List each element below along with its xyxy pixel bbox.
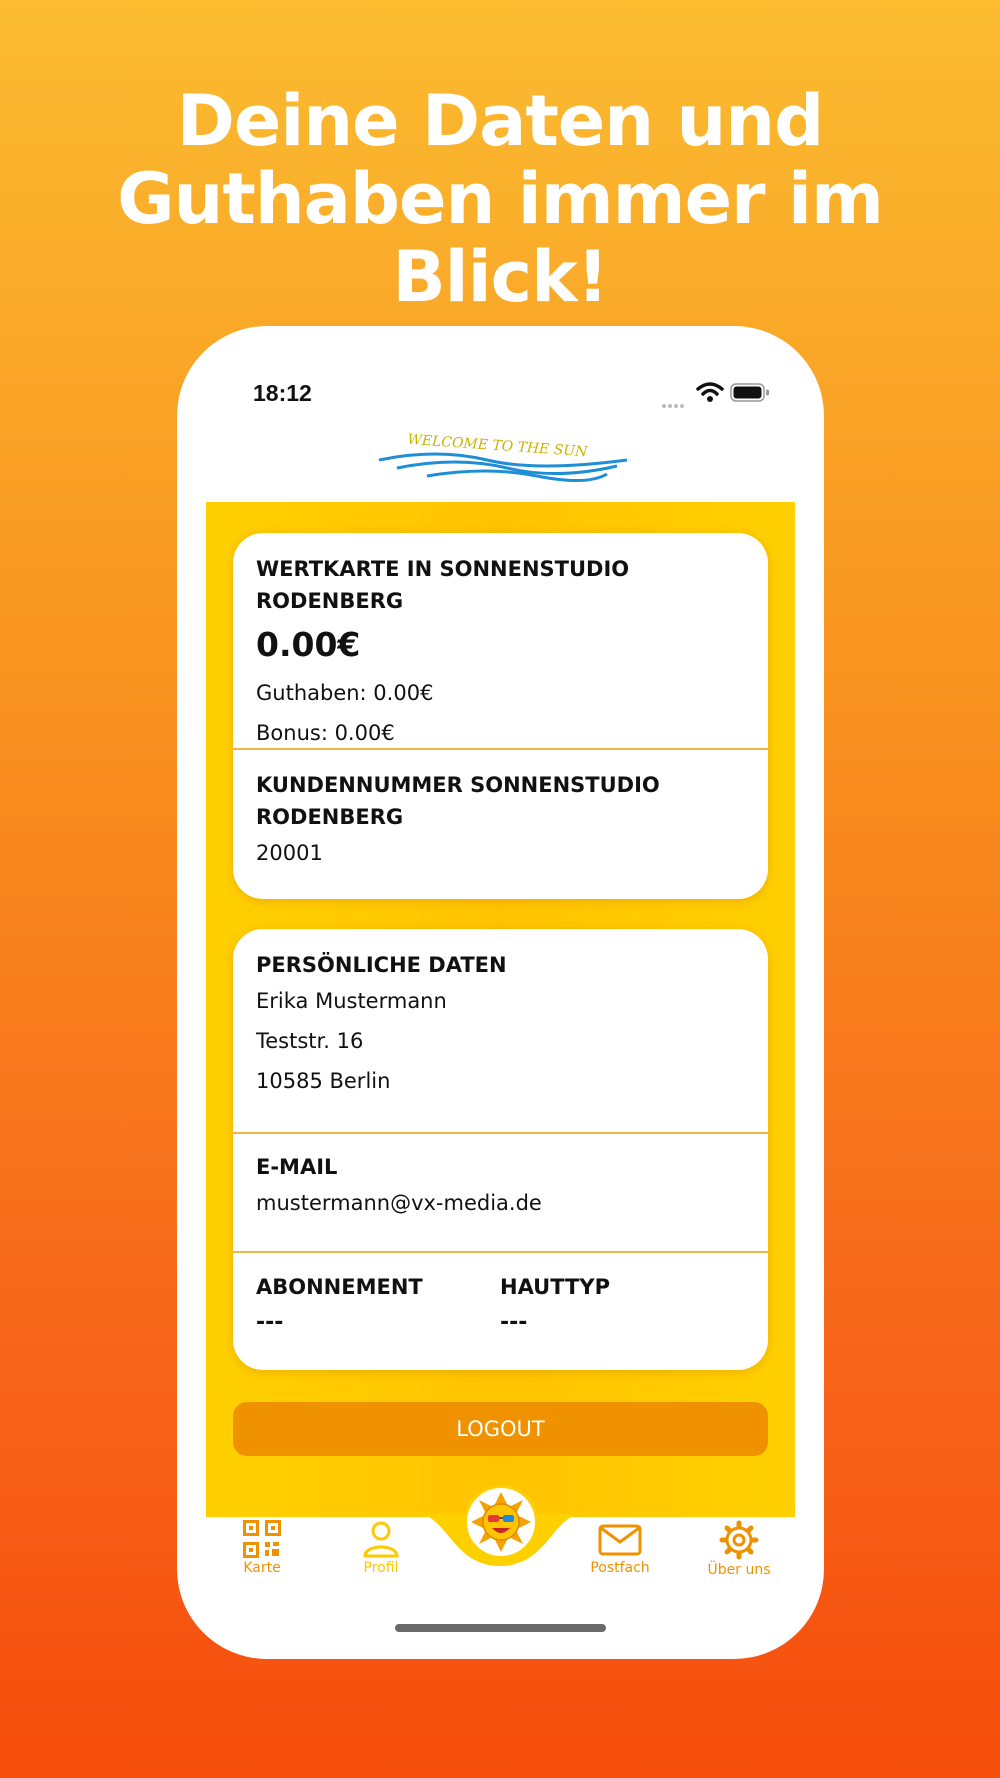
wertkarte-bonus: Bonus: 0.00€: [256, 721, 395, 745]
qr-code-icon: [243, 1520, 281, 1558]
welcome-to-the-sun-logo: [377, 430, 627, 490]
personal-city: 10585 Berlin: [256, 1069, 391, 1093]
section-kundennummer: [233, 769, 768, 873]
card-wertkarte: [233, 533, 768, 899]
tab-ueber-uns-label: Über uns: [707, 1562, 771, 1578]
status-icons: [662, 381, 772, 405]
email-title: E-MAIL: [256, 1155, 338, 1179]
logout-button[interactable]: LOGOUT: [233, 1402, 768, 1456]
tab-profil-label: Profil: [363, 1560, 399, 1576]
wertkarte-title: WERTKARTE IN SONNENSTUDIO RODENBERG: [256, 557, 630, 613]
svg-text:WELCOME TO THE SUN: WELCOME TO THE SUN: [406, 431, 588, 461]
email-value: mustermann@vx-media.de: [256, 1191, 542, 1215]
section-wertkarte: [233, 553, 768, 753]
signal-dots-icon: [662, 395, 686, 413]
tab-ueber-uns[interactable]: [689, 1514, 789, 1578]
headline: [0, 82, 1000, 316]
headline-line-2: Guthaben immer im Blick!: [117, 158, 883, 318]
abo-value: ---: [256, 1310, 284, 1335]
personal-name: Erika Mustermann: [256, 989, 447, 1013]
divider: [233, 748, 768, 750]
kundennummer-value: 20001: [256, 841, 323, 865]
personal-street: Teststr. 16: [256, 1029, 364, 1053]
wertkarte-balance: 0.00€: [256, 625, 361, 664]
gear-icon: [719, 1520, 759, 1560]
profile-content: [206, 502, 795, 1517]
headline-line-1: Deine Daten und: [176, 80, 824, 162]
status-time: 18:12: [253, 380, 312, 406]
section-abo-hauttyp: [233, 1253, 768, 1370]
battery-icon: [730, 383, 770, 403]
sun-mascot-button[interactable]: [464, 1485, 538, 1559]
tab-profil[interactable]: [331, 1514, 431, 1576]
wertkarte-guthaben: Guthaben: 0.00€: [256, 681, 434, 705]
section-email: [233, 1151, 768, 1223]
phone-frame: [177, 326, 824, 1659]
abo-column: [256, 1271, 423, 1343]
sun-mascot-icon: [467, 1488, 535, 1556]
card-personal: [233, 929, 768, 1370]
user-icon: [362, 1520, 400, 1558]
hauttyp-title: HAUTTYP: [500, 1275, 610, 1299]
abo-title: ABONNEMENT: [256, 1275, 423, 1299]
tab-karte[interactable]: [212, 1514, 312, 1576]
personal-title: PERSÖNLICHE DATEN: [256, 953, 507, 977]
tab-karte-label: Karte: [243, 1560, 281, 1576]
section-personal-data: [233, 949, 768, 1101]
kundennummer-title-line-2: RODENBERG: [256, 805, 404, 829]
kundennummer-title-line-1: KUNDENNUMMER SONNENSTUDIO: [256, 773, 660, 797]
wifi-icon: [696, 381, 724, 403]
home-indicator[interactable]: [395, 1624, 606, 1632]
envelope-icon: [598, 1520, 642, 1558]
tab-postfach-label: Postfach: [590, 1560, 650, 1576]
hauttyp-value: ---: [500, 1310, 528, 1335]
hauttyp-column: [500, 1271, 610, 1343]
divider: [233, 1132, 768, 1134]
tab-postfach[interactable]: [570, 1514, 670, 1576]
